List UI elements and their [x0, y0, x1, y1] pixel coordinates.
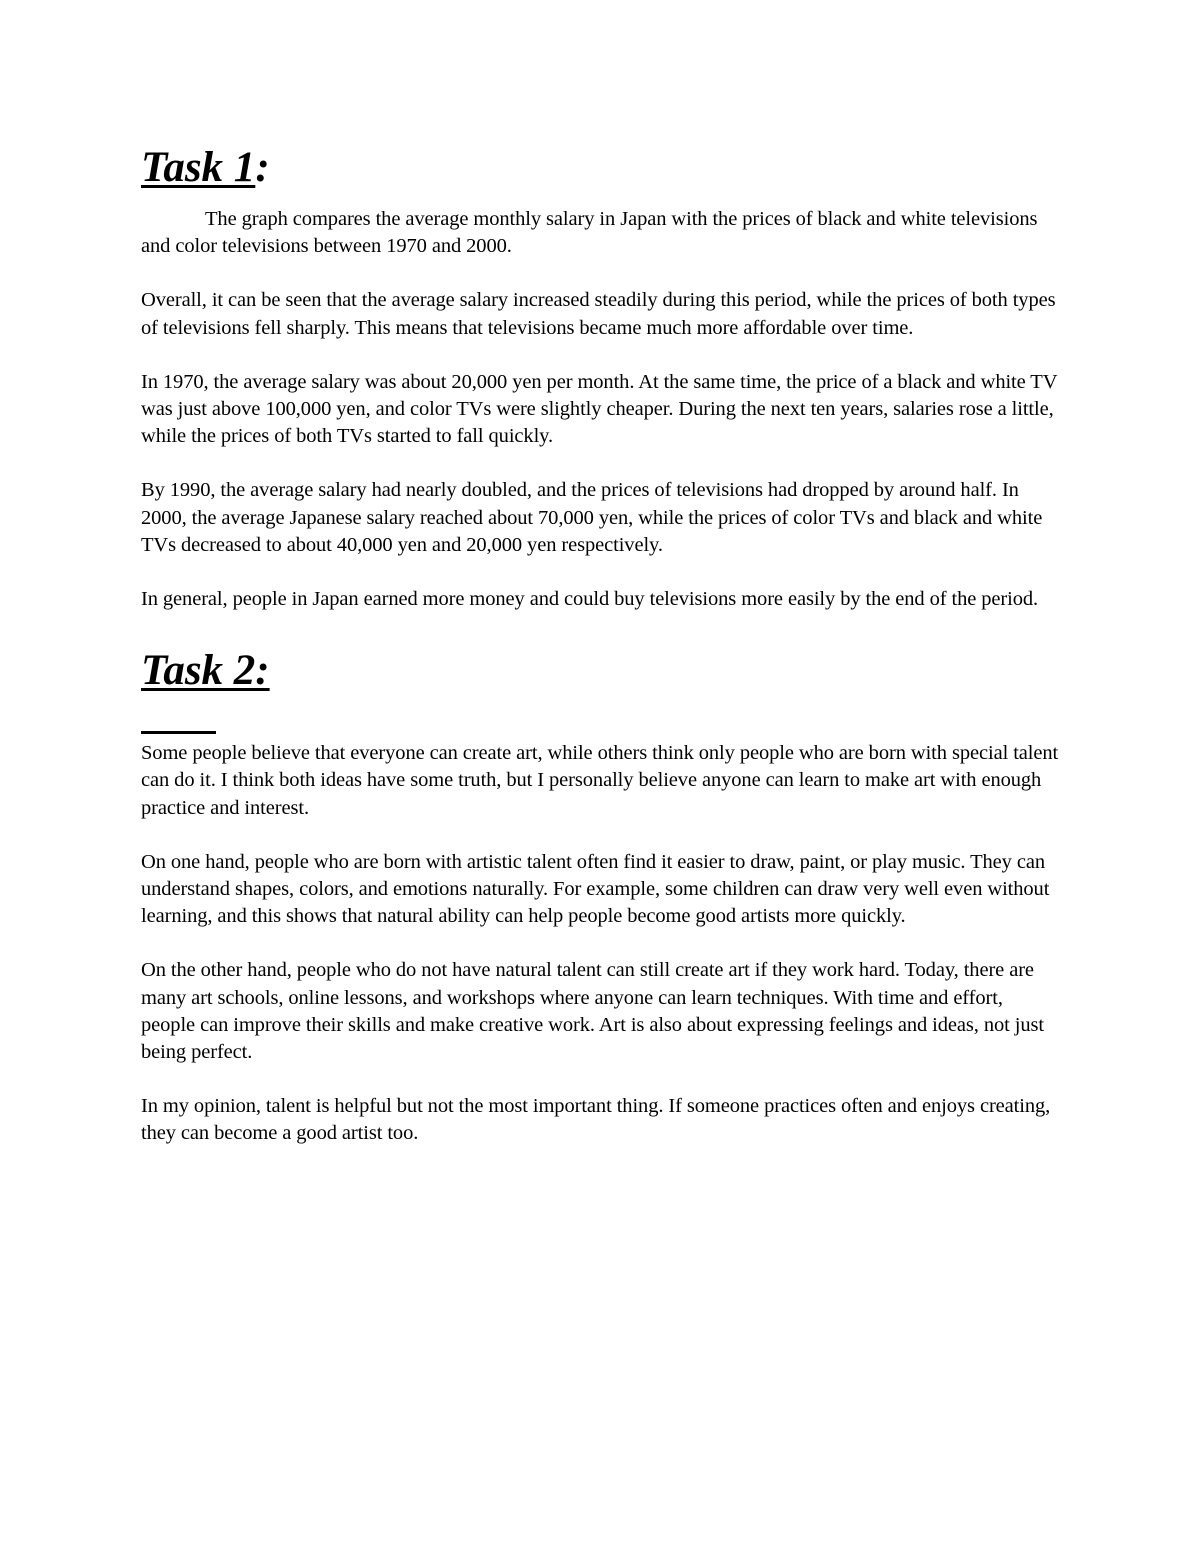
task1-paragraph-conclusion: In general, people in Japan earned more money and could buy televisions more easily by the end of the period. — [141, 588, 1039, 611]
task2-heading-title: Task 2: — [141, 647, 270, 695]
task1-paragraph-overview: Overall, it can be seen that the average salary increased steadily during this period, while the prices of both types of televisions fell sharply. This means that televisions became much more affordable over time. — [141, 289, 1056, 339]
task1-paragraph-intro: The graph compares the average monthly salary in Japan with the prices of black and white televisions and color televisions between 1970 and 2000. — [141, 208, 1038, 258]
task1-heading-title: Task 1 — [141, 144, 256, 191]
underline-rule — [141, 731, 216, 734]
task1-heading-colon: : — [255, 144, 270, 191]
task2-paragraph-intro: Some people believe that everyone can create art, while others think only people who are born with special talent can do it. I think both ideas have some truth, but I personally believe anyone can learn to make art with enough practice and interest. — [141, 742, 1059, 819]
task1-paragraph-1990: By 1990, the average salary had nearly doubled, and the prices of televisions had dropped by around half. In 2000, the average Japanese salary reached about 70,000 yen, while the prices of color TVs and black and white TVs decreased to about 40,000 yen and 20,000 yen respectively. — [141, 479, 1043, 556]
document-body — [141, 140, 1061, 1175]
task2-paragraph-one-hand: On one hand, people who are born with artistic talent often find it easier to draw, paint, or play music. They can understand shapes, colors, and emotions naturally. For example, some children can draw very well even without learning, and this shows that natural ability can help people become good artists more quickly. — [141, 850, 1050, 928]
task2-paragraph-other-hand: On the other hand, people who do not have natural talent can still create art if they work hard. Today, there are many art schools, online lessons, and workshops where anyone can learn techniques. With time and effort, people can improve their skills and make creative work. Art is also about expressing feelings and ideas, not just being perfect. — [141, 959, 1044, 1064]
task1-heading — [141, 140, 1061, 196]
task2-heading — [141, 643, 1061, 699]
task2-paragraph-opinion: In my opinion, talent is helpful but not the most important thing. If someone practices often and enjoys creating, they can become a good artist too. — [141, 1095, 1051, 1145]
task1-paragraph-1970: In 1970, the average salary was about 20,000 yen per month. At the same time, the price of a black and white TV was just above 100,000 yen, and color TVs were slightly cheaper. During the next ten years, salaries rose a little, while the prices of both TVs started to fall quickly. — [141, 370, 1058, 448]
